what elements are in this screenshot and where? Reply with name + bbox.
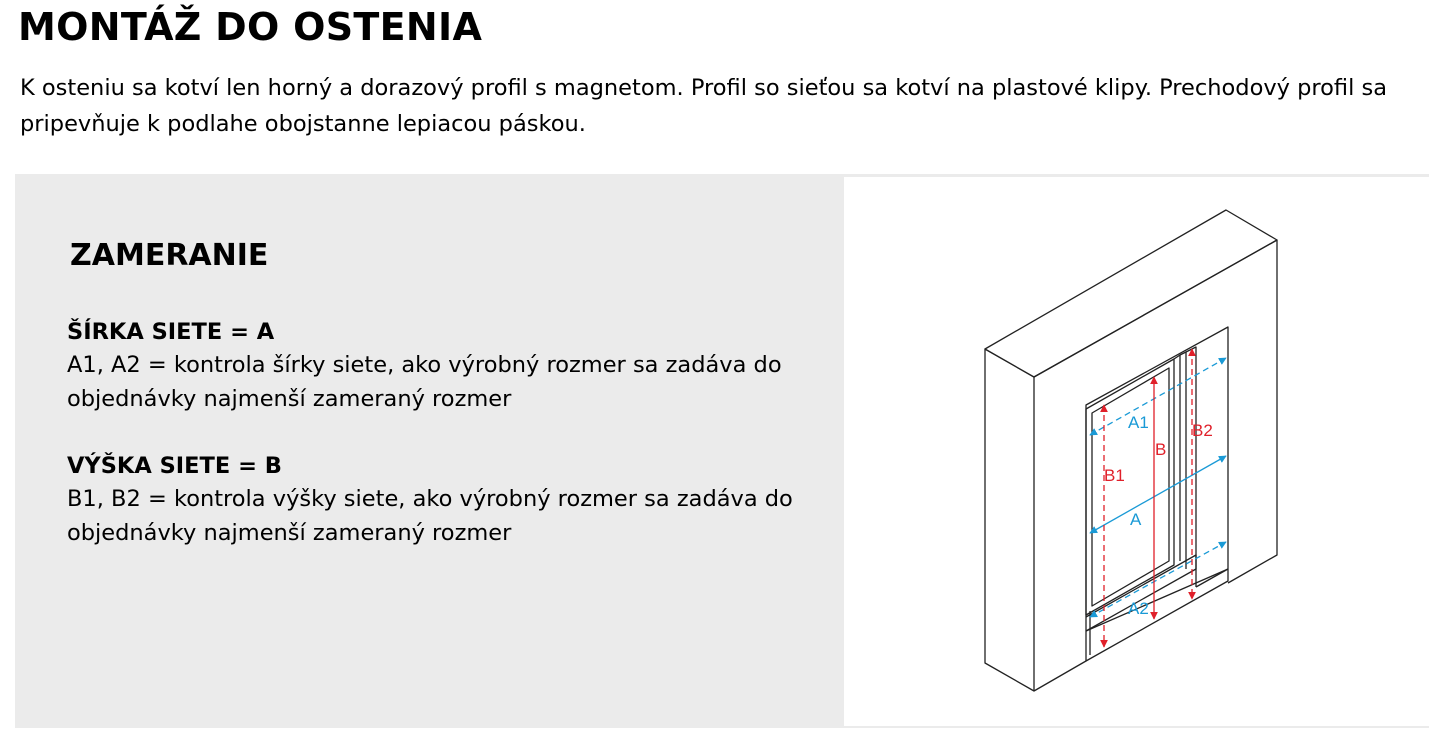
wall-top-face (985, 210, 1277, 377)
page-title: MONTÁŽ DO OSTENIA (18, 5, 483, 49)
wall-front-face (985, 349, 1034, 691)
intro-paragraph: K osteniu sa kotví len horný a dorazový profil s magnetom. Profil so sieťou sa kotví na plastové klipy. Prechodový profil sa pripevňuje k podlahe obojstanne lepiacou páskou. (20, 75, 1388, 137)
label-a: A (1130, 510, 1142, 529)
installation-diagram (844, 177, 1429, 726)
height-heading: VÝŠKA SIETE = B (67, 453, 282, 479)
label-a1: A1 (1128, 413, 1149, 432)
label-b: B (1155, 440, 1167, 459)
width-text: A1, A2 = kontrola šírky siete, ako výrobný rozmer sa zadáva do objednávky najmenší zameraný rozmer (67, 352, 782, 412)
height-text: B1, B2 = kontrola výšky siete, ako výrobný rozmer sa zadáva do objednávky najmenší zameraný rozmer (67, 486, 793, 546)
diagram-box (844, 177, 1429, 726)
label-b1: B1 (1104, 466, 1125, 485)
label-a2: A2 (1128, 599, 1149, 618)
label-b2: B2 (1192, 421, 1213, 440)
measuring-heading: ZAMERANIE (70, 238, 269, 273)
width-heading: ŠÍRKA SIETE = A (67, 319, 275, 345)
